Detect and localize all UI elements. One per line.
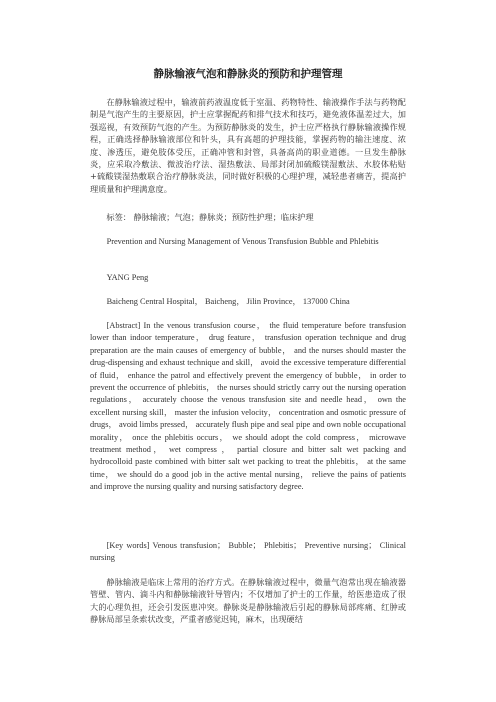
body-paragraph: 静脉输液是临床上常用的治疗方式。在静脉输液过程中，微量气泡常出现在输液器管壁、管内、滴斗内和静脉输液针导管内；不仅增加了护士的工作量，给医患造成了很大的心理负担，还会引发医患冲突。静脉炎是静脉输液后引起的静脉局部疼痛、红肿或静脉局部呈条索状改变，严重者感觉迟钝，麻木，出现硬结 (90, 577, 406, 625)
title-english: Prevention and Nursing Management of Venous Transfusion Bubble and Phlebitis (106, 237, 379, 246)
affiliation-english: Baicheng Central Hospital， Baicheng， Jilin Province， 137000 China (106, 297, 350, 306)
abstract-english: [Abstract] In the venous transfusion course， the fluid temperature before transfusion lower than indoor temperature， drug feature， transfusion operation technique and drug preparation are the main causes of emergency of bubble， and the nurses should master the drug-dispensing and exhaust technique and skill， avoid the excessive temperature differential of fluid， enhance the patrol and effectively prevent the emergency of bubble， in order to prevent the occurrence of phlebitis， the nurses should strictly carry out the nursing operation regulations， accurately choose the venous transfusion site and needle head， own the excellent nursing skill， master the infusion velocity， concentration and osmotic pressure of drugs， avoid limbs pressed， accurately flush pipe and seal pipe and own noble occupational morality， once the phlebitis occurs， we should adopt the cold compress， microwave treatment method， wet compress ， partial closure and bitter salt wet packing and hydrocolloid paste combined with bitter salt wet packing to treat the phlebitis， at the same time， we should do a good job in the active mental nursing， relieve the pains of patients and improve the nursing quality and nursing satisfactory degree. (90, 321, 406, 492)
keywords-english: [Key words] Venous transfusion； Bubble； Phlebitis； Preventive nursing； Clinical nursing (90, 541, 406, 563)
keywords-chinese: 标签： 静脉输液；气泡；静脉炎；预防性护理；临床护理 (106, 212, 314, 222)
abstract-chinese: 在静脉输液过程中，输液前药液温度低于室温、药物特性、输液操作手法与药物配制是气泡产生的主要原因，护士应掌握配药和排气技术和技巧，避免液体温差过大，加强巡视，有效预防气泡的产生。为预防静脉炎的发生，护士应严格执行静脉输液操作规程，正确选择静脉输液部位和针头，具有高超的护理技能，掌握药物的输注速度、浓度、渗透压，避免肢体受压，正确冲管和封管，具备高尚的职业道德。一旦发生静脉炎，应采取冷敷法、微波治疗法、湿热敷法、局部封闭加硫酸镁湿敷法、水胶体粘贴+硫酸镁湿热敷联合治疗静脉炎法，同时做好积极的心理护理，减轻患者痛苦，提高护理质量和护理满意度。 (90, 97, 406, 194)
author-english: YANG Peng (106, 273, 149, 282)
paper-title: 静脉输液气泡和静脉炎的预防和护理管理 (153, 68, 343, 80)
